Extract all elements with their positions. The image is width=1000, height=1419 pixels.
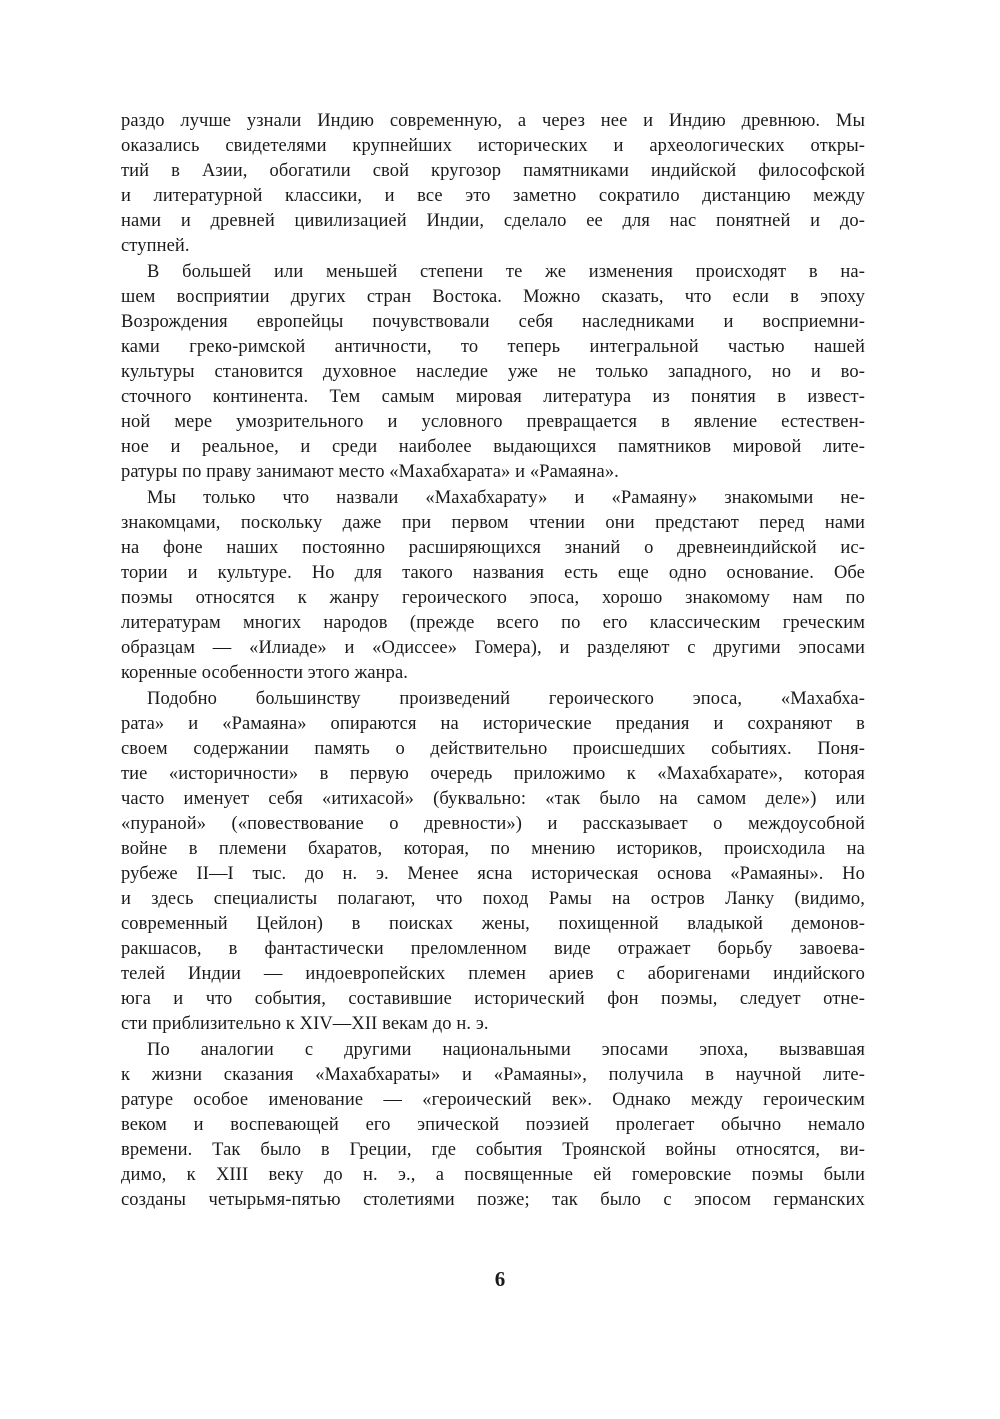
text-line: По аналогии с другими национальными эпосами эпоха, вызвавшая	[147, 1040, 865, 1060]
page-body-text	[121, 109, 865, 1213]
text-line: к жизни сказания «Махабхараты» и «Рамаяны», получила в научной лите-	[121, 1065, 865, 1085]
text-line: тории и культуре. Но для такого названия есть еще одно основание. Обе	[121, 563, 865, 583]
text-line: юга и что события, составившие исторический фон поэмы, следует отне-	[121, 989, 865, 1009]
text-line: ной мере умозрительного и условного превращается в явление естествен-	[121, 412, 865, 432]
text-line: ракшасов, в фантастически преломленном виде отражает борьбу завоева-	[121, 939, 865, 959]
paragraph	[121, 486, 865, 686]
text-line: тие «историчности» в первую очередь приложимо к «Махабхарате», которая	[121, 764, 865, 784]
text-line: войне в племени бхаратов, которая, по мнению историков, происходила на	[121, 839, 865, 859]
text-line: ратуре особое именование — «героический век». Однако между героическим	[121, 1090, 865, 1110]
paragraph	[121, 1038, 865, 1213]
text-line: шем восприятии других стран Востока. Можно сказать, что если в эпоху	[121, 287, 865, 307]
text-line: веком и воспевающей его эпической поэзией пролегает обычно немало	[121, 1115, 865, 1135]
text-line: ратуры по праву занимают место «Махабхарата» и «Рамаяна».	[121, 462, 619, 482]
text-line: раздо лучше узнали Индию современную, а через нее и Индию древнюю. Мы	[121, 111, 865, 131]
text-line: ное и реальное, и среди наиболее выдающихся памятников мировой лите-	[121, 437, 865, 457]
text-line: сти приблизительно к XIV—XII векам до н. э.	[121, 1014, 489, 1034]
text-line: Подобно большинству произведений героического эпоса, «Махабха-	[147, 689, 865, 709]
paragraph	[121, 687, 865, 1037]
text-line: В большей или меньшей степени те же изменения происходят в на-	[147, 262, 865, 282]
text-line: рата» и «Рамаяна» опираются на исторические предания и сохраняют в	[121, 714, 865, 734]
text-line: литературам многих народов (прежде всего по его классическим греческим	[121, 613, 865, 633]
text-line: Мы только что назвали «Махабхарату» и «Рамаяну» знакомыми не-	[147, 488, 865, 508]
paragraph	[121, 109, 865, 259]
text-line: коренные особенности этого жанра.	[121, 663, 409, 683]
page-number: 6	[494, 1267, 506, 1291]
text-line: и здесь специалисты полагают, что поход Рамы на остров Ланку (видимо,	[121, 889, 865, 909]
paragraph	[121, 260, 865, 485]
text-line: созданы четырьмя-пятью столетиями позже; так было с эпосом германских	[121, 1190, 865, 1210]
text-line: нами и древней цивилизацией Индии, сделало ее для нас понятней и до-	[121, 211, 865, 231]
text-line: культуры становится духовное наследие уже не только западного, но и во-	[121, 362, 865, 382]
text-line: тий в Азии, обогатили свой кругозор памятниками индийской философской	[121, 161, 865, 181]
text-line: своем содержании память о действительно происшедших событиях. Поня-	[121, 739, 865, 759]
text-line: образцам — «Илиаде» и «Одиссее» Гомера), и разделяют с другими эпосами	[121, 638, 865, 658]
text-line: ступней.	[121, 236, 190, 256]
text-line: поэмы относятся к жанру героического эпоса, хорошо знакомому нам по	[121, 588, 865, 608]
text-line: рубеже II—I тыс. до н. э. Менее ясна историческая основа «Рамаяны». Но	[121, 864, 865, 884]
text-line: на фоне наших постоянно расширяющихся знаний о древнеиндийской ис-	[121, 538, 865, 558]
text-line: «пураной» («повествование о древности») и рассказывает о междоусобной	[121, 814, 865, 834]
text-line: часто именует себя «итихасой» (буквально: «так было на самом деле») или	[121, 789, 865, 809]
text-line: времени. Так было в Греции, где события Троянской войны относятся, ви-	[121, 1140, 865, 1160]
text-line: оказались свидетелями крупнейших исторических и археологических откры-	[121, 136, 865, 156]
text-line: современный Цейлон) в поисках жены, похищенной владыкой демонов-	[121, 914, 865, 934]
text-line: Возрождения европейцы почувствовали себя наследниками и восприемни-	[121, 312, 865, 332]
text-line: димо, к XIII веку до н. э., а посвященные ей гомеровские поэмы были	[121, 1165, 865, 1185]
text-line: знакомцами, поскольку даже при первом чтении они предстают перед нами	[121, 513, 865, 533]
text-line: телей Индии — индоевропейских племен ариев с аборигенами индийского	[121, 964, 865, 984]
text-line: и литературной классики, и все это заметно сократило дистанцию между	[121, 186, 865, 206]
text-line: сточного континента. Тем самым мировая литература из понятия в извест-	[121, 387, 865, 407]
text-line: ками греко-римской античности, то теперь интегральной частью нашей	[121, 337, 865, 357]
